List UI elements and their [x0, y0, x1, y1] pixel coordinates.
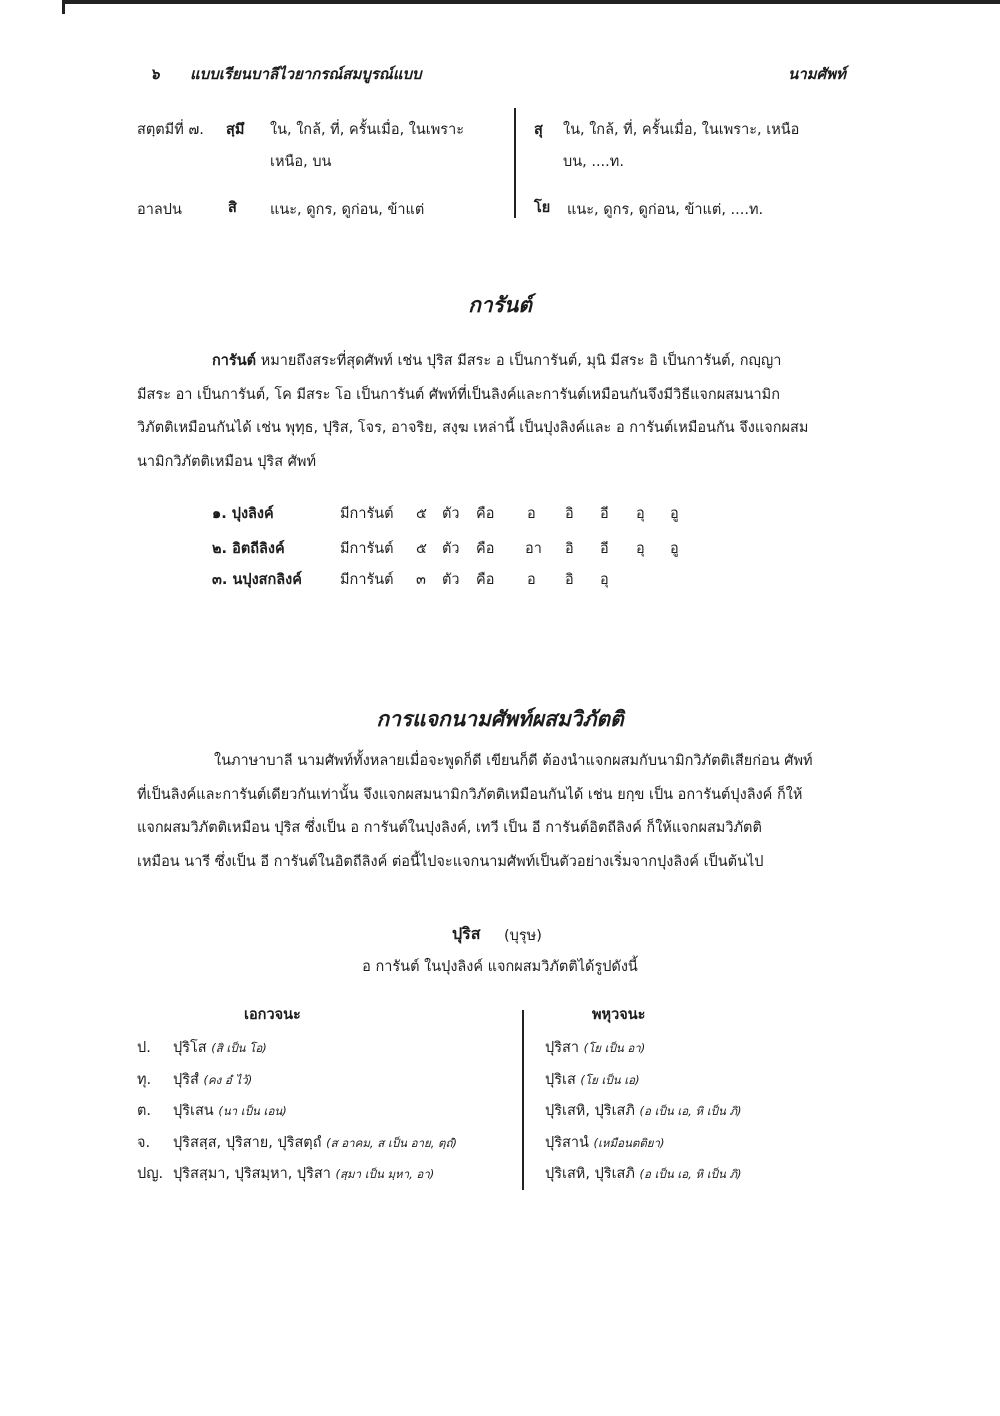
- table-row-plural: [545, 1131, 664, 1154]
- gender-is: คือ: [476, 541, 495, 557]
- plur-suffix: สุ: [534, 122, 543, 138]
- vowel: อี: [600, 506, 609, 522]
- top-border-line: [62, 0, 1000, 4]
- table-row-plural: [545, 1068, 640, 1091]
- vowel: อู: [670, 506, 679, 522]
- singular-header: เอกวจนะ: [244, 1007, 301, 1023]
- purisa-gloss: (บุรุษ): [504, 928, 542, 944]
- gender-is: คือ: [476, 572, 495, 588]
- purisa-subtitle: อ การันต์ ในปุงลิงค์ แจกผสมวิภัตติได้รูปดังนี้: [362, 959, 638, 975]
- case-abbr: ป.: [137, 1040, 151, 1056]
- vowel: อิ: [565, 572, 574, 588]
- table-row-singular: [173, 1131, 457, 1154]
- sing-meaning: แนะ, ดูกร, ดูก่อน, ข้าแต่: [270, 202, 425, 218]
- plur-form: ปุริเส: [545, 1072, 576, 1088]
- vowel: อุ: [636, 541, 645, 557]
- case-abbr: ทุ.: [137, 1072, 152, 1088]
- sing-note: (ส อาคม, ส เป็น อาย, ตฺถํ): [326, 1136, 457, 1150]
- karan-para-line: นามิกวิภัตติเหมือน ปุริส ศัพท์: [137, 453, 316, 470]
- plur-form: ปุริสา: [545, 1040, 579, 1056]
- table-row-plural: [545, 1036, 645, 1059]
- case-label: สตฺตมีที่ ๗.: [137, 122, 204, 138]
- gender-label: ๓. นปุงสกลิงค์: [212, 572, 302, 588]
- declension-para-line: เหมือน นารี ซึ่งเป็น อี การันต์ในอิตถีลิงค์ ต่อนี้ไปจะแจกนามศัพท์เป็นตัวอย่างเริ่มจากปุงลิงค์ เป็นต้นไป: [137, 853, 764, 870]
- gender-has: มีการันต์: [340, 572, 394, 588]
- plur-form: ปุริเสหิ, ปุริเสภิ: [545, 1166, 635, 1182]
- table-row-singular: [173, 1036, 267, 1059]
- sing-note: (สิ เป็น โอ): [211, 1041, 267, 1055]
- top-border-corner: [62, 0, 65, 14]
- plur-note: (เหมือนตติยา): [593, 1136, 665, 1150]
- karan-para-line: มีสระ อา เป็นการันต์, โค มีสระ โอ เป็นการันต์ ศัพท์ที่เป็นลิงค์และการันต์เหมือนกันจึงมีวิธีแจกผสมนามิก: [137, 386, 780, 403]
- table-row-singular: [173, 1162, 434, 1185]
- case-abbr: ปญ.: [137, 1166, 164, 1182]
- table-divider: [514, 108, 516, 218]
- gender-count: ๕: [416, 506, 427, 522]
- plur-note: (โย เป็น เอ): [580, 1073, 640, 1087]
- sing-form: ปุริสํ: [173, 1072, 199, 1088]
- plural-header: พหุวจนะ: [592, 1007, 646, 1023]
- case-label: อาลปน: [137, 202, 182, 218]
- purisa-word: ปุริส: [452, 924, 481, 943]
- section-title-karan: การันต์: [468, 293, 532, 317]
- case-abbr: จ.: [137, 1135, 151, 1151]
- gender-unit: ตัว: [442, 572, 460, 588]
- karan-paragraph: [137, 345, 808, 479]
- book-title: แบบเรียนบาลีไวยากรณ์สมบูรณ์แบบ: [190, 65, 422, 83]
- section-name: นามศัพท์: [788, 65, 846, 83]
- table-row-singular: [173, 1068, 252, 1091]
- section-title-declension: การแจกนามศัพท์ผสมวิภัตติ: [376, 707, 624, 731]
- table-divider: [522, 1010, 524, 1190]
- gender-count: ๕: [416, 541, 427, 557]
- plur-note: (อ เป็น เอ, หิ เป็น ภิ): [639, 1167, 742, 1181]
- plur-note: (อ เป็น เอ, หิ เป็น ภิ): [639, 1104, 742, 1118]
- sing-meaning: ใน, ใกล้, ที่, ครั้นเมื่อ, ในเพราะ: [270, 122, 465, 138]
- karan-para-line: หมายถึงสระที่สุดศัพท์ เช่น ปุริส มีสระ อ เป็นการันต์, มุนิ มีสระ อิ เป็นการันต์, กญฺญา: [256, 353, 782, 369]
- declension-para-line: ที่เป็นลิงค์และการันต์เดียวกันเท่านั้น จึงแจกผสมนามิกวิภัตติเหมือนกันได้ เช่น ยกฺข เป็น อการันต์ปุงลิงค์ ก็ให้: [137, 786, 803, 803]
- sing-suffix: สิ: [228, 200, 237, 216]
- table-row-plural: [545, 1162, 742, 1185]
- declension-para-line: แจกผสมวิภัตติเหมือน ปุริส ซึ่งเป็น อ การันต์ในปุงลิงค์, เทวี เป็น อี การันต์อิตถีลิงค์ ก็ให้แจกผสมวิภัตติ: [137, 820, 762, 836]
- vowel: อุ: [600, 572, 609, 588]
- plur-form: ปุริสานํ: [545, 1135, 589, 1151]
- gender-count: ๓: [416, 572, 426, 588]
- vowel: อิ: [565, 541, 574, 557]
- gender-has: มีการันต์: [340, 506, 394, 522]
- karan-term: การันต์: [212, 353, 257, 369]
- sing-note: (นา เป็น เอน): [218, 1104, 287, 1118]
- vowel: อ: [527, 572, 536, 588]
- vowel: อา: [525, 541, 542, 557]
- vowel: อู: [670, 541, 679, 557]
- plur-suffix: โย: [534, 200, 551, 216]
- sing-suffix: สฺมึ: [226, 122, 245, 138]
- sing-form: ปุริสสฺมา, ปุริสมฺหา, ปุริสา: [173, 1166, 331, 1182]
- gender-is: คือ: [476, 506, 495, 522]
- plur-meaning: แนะ, ดูกร, ดูก่อน, ข้าแต่, ....ท.: [567, 202, 764, 218]
- plur-form: ปุริเสหิ, ปุริเสภิ: [545, 1103, 635, 1119]
- sing-form: ปุริสสฺส, ปุริสาย, ปุริสตฺถํ: [173, 1135, 322, 1151]
- sing-form: ปุริโส: [173, 1040, 207, 1056]
- declension-para-line: ในภาษาบาลี นามศัพท์ทั้งหลายเมื่อจะพูดก็ดี เขียนก็ดี ต้องนำแจกผสมกับนามิกวิภัตติเสียก่อน ศัพท์: [214, 753, 813, 769]
- plur-meaning: ใน, ใกล้, ที่, ครั้นเมื่อ, ในเพราะ, เหนือ: [563, 122, 800, 138]
- gender-label: ๒. อิตถีลิงค์: [212, 541, 285, 557]
- sing-note: (สฺมา เป็น มฺหา, อา): [335, 1167, 435, 1181]
- declension-paragraph: [137, 745, 813, 879]
- gender-unit: ตัว: [442, 506, 460, 522]
- karan-para-line: วิภัตติเหมือนกันได้ เช่น พุทฺธ, ปุริส, โจร, อาจริย, สงฺฆ เหล่านี้ เป็นปุงลิงค์และ อ การันต์เหมือนกัน จึงแจกผสม: [137, 420, 809, 436]
- table-row-plural: [545, 1099, 742, 1122]
- sing-meaning-cont: เหนือ, บน: [270, 154, 332, 170]
- sing-form: ปุริเสน: [173, 1103, 214, 1119]
- table-row-singular: [173, 1099, 287, 1122]
- plur-meaning-cont: บน, ....ท.: [563, 154, 624, 170]
- vowel: อุ: [636, 506, 645, 522]
- page-number: ๖: [150, 65, 160, 83]
- sing-note: (คง อํ ไว้): [203, 1073, 253, 1087]
- vowel: อี: [600, 541, 609, 557]
- gender-label: ๑. ปุงลิงค์: [212, 506, 274, 522]
- gender-unit: ตัว: [442, 541, 460, 557]
- vowel: อ: [527, 506, 536, 522]
- vowel: อิ: [565, 506, 574, 522]
- plur-note: (โย เป็น อา): [583, 1041, 646, 1055]
- case-abbr: ต.: [137, 1103, 152, 1119]
- gender-has: มีการันต์: [340, 541, 394, 557]
